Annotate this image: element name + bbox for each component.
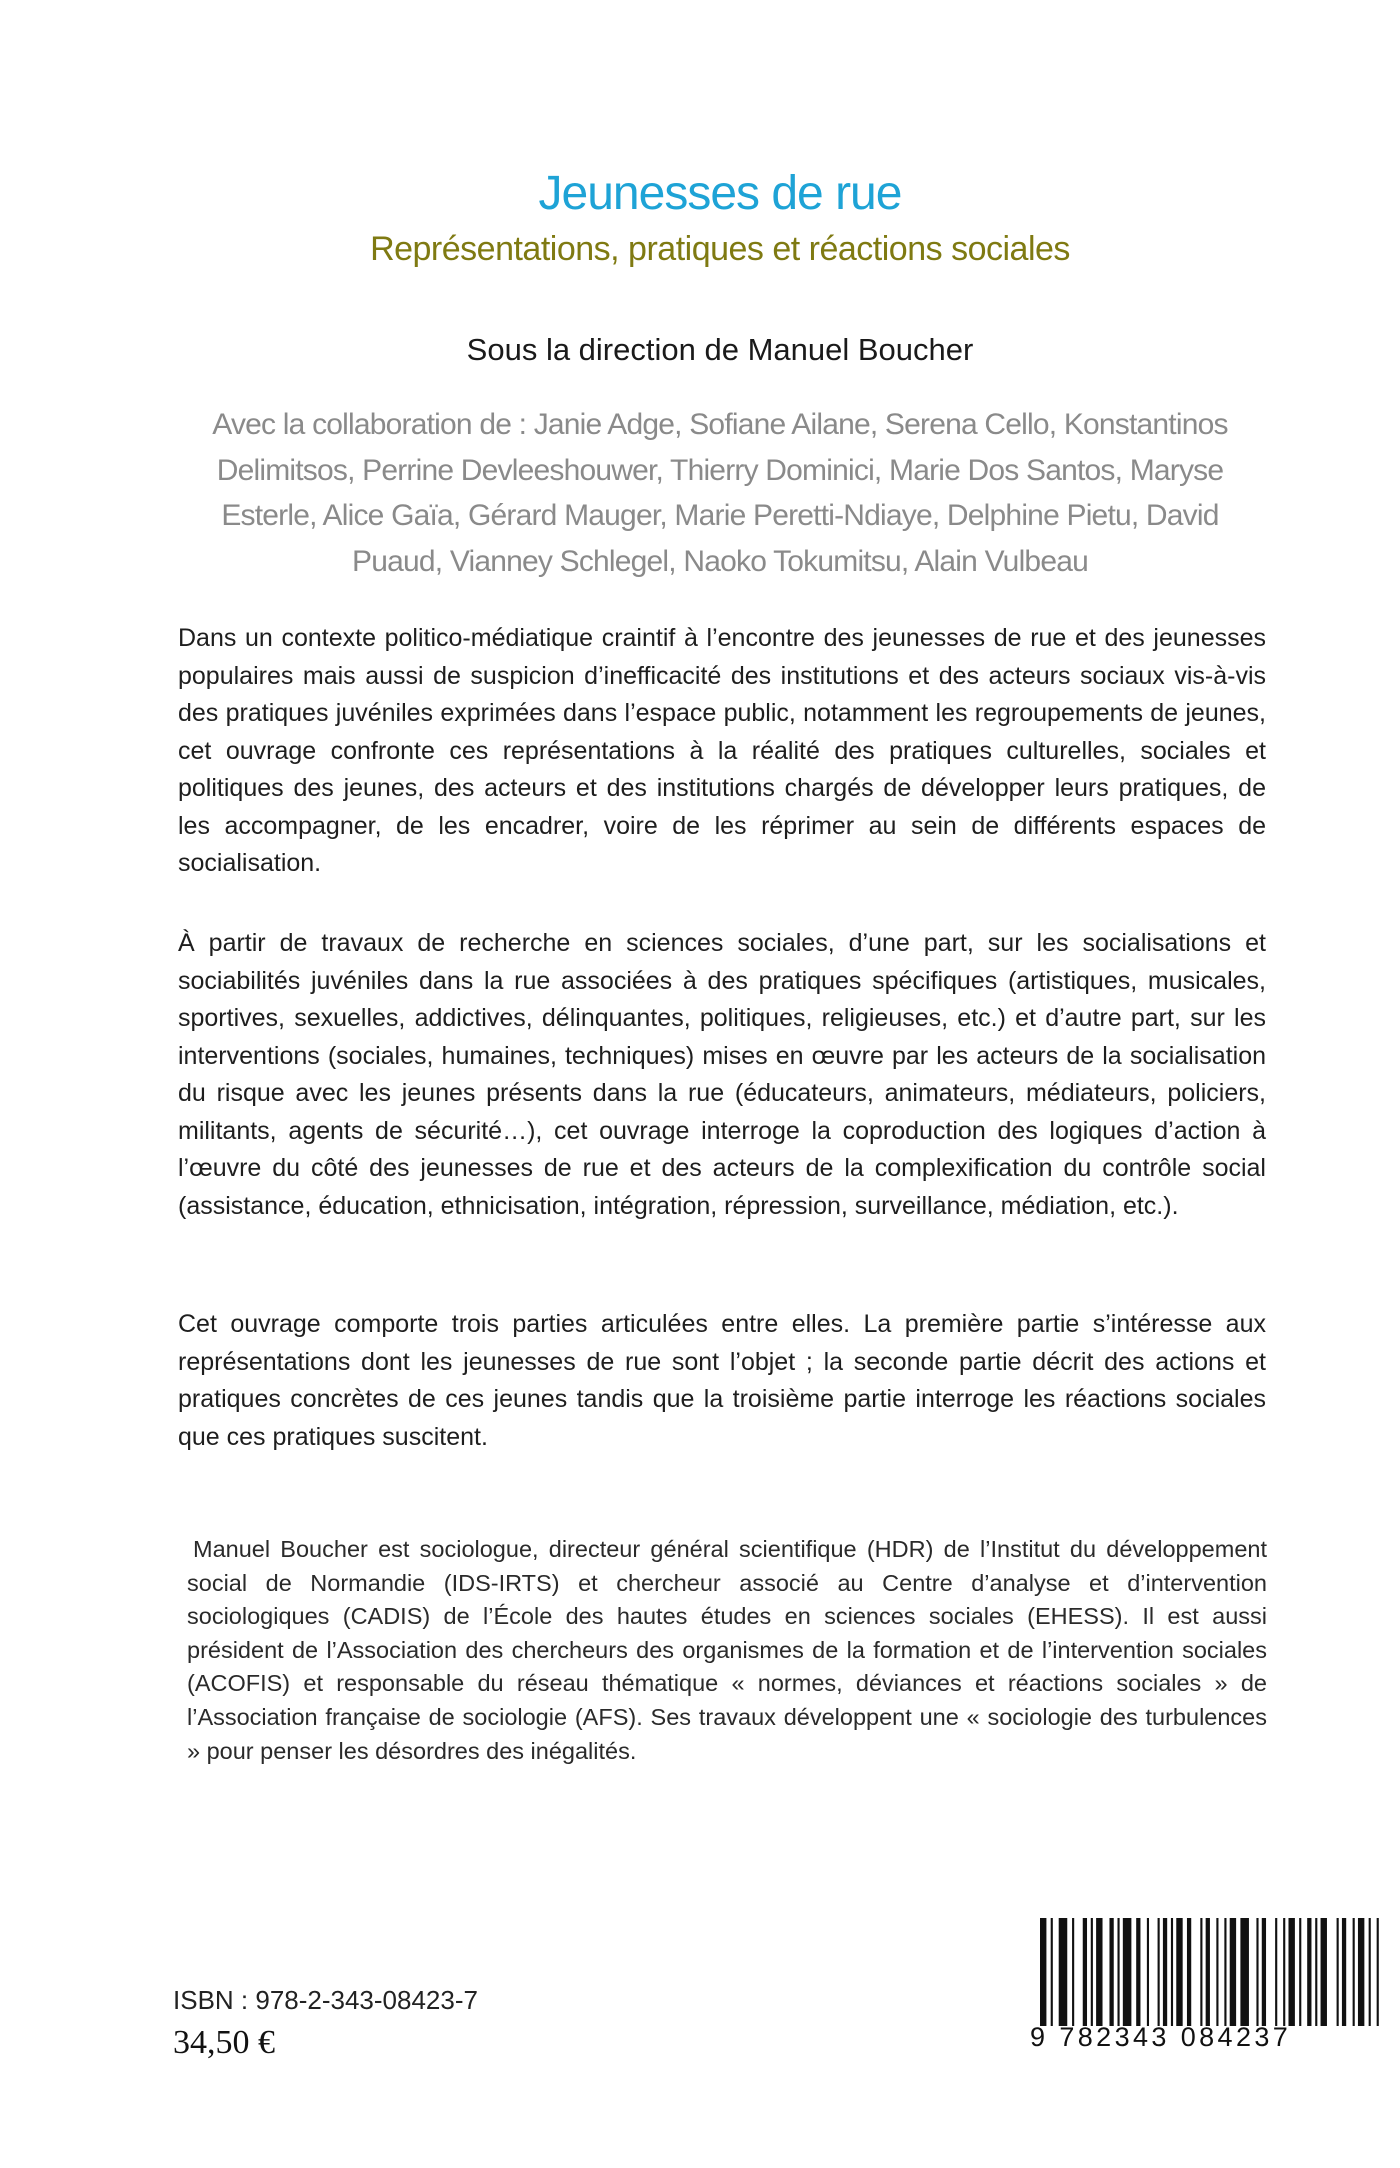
barcode-bar	[1187, 1918, 1191, 2026]
barcode-bar	[1040, 1918, 1046, 2026]
barcode-bar	[1136, 1918, 1140, 2026]
barcode-bar	[1163, 1918, 1167, 2026]
barcode-bar	[1123, 1918, 1132, 2026]
barcode-bar	[1158, 1918, 1160, 2026]
barcode-bar	[1206, 1918, 1210, 2026]
description-paragraph-2: À partir de travaux de recherche en sciences sociales, d’une part, sur les socialisations et sociabilités juvéniles dans la rue associées à des pratiques spécifiques (artistiques, musicales, sportives, sexuelles, addictives, délinquantes, politiques, religieuses, etc.) et d’autre part, sur les interventions (sociales, humaines, techniques) mises en œuvre par les acteurs de la socialisation du risque avec les jeunes présents dans la rue (éducateurs, animateurs, médiateurs, policiers, militants, agents de sécurité…), cet ouvrage interroge la coproduction des logiques d’action à l’œuvre du côté des jeunesses de rue et des acteurs de la complexification du contrôle social (assistance, éducation, ethnicisation, intégration, répression, surveillance, médiation, etc.).	[178, 929, 1266, 1220]
barcode-bar	[1283, 1918, 1285, 2026]
barcode-bar	[1262, 1918, 1266, 2026]
barcode-bar	[1299, 1918, 1301, 2026]
barcode-bar	[1307, 1918, 1311, 2026]
barcode-icon	[1040, 1918, 1382, 2026]
barcode-bar	[1321, 1918, 1327, 2026]
barcode-bar	[1109, 1918, 1113, 2026]
barcode-bar	[1337, 1918, 1339, 2026]
barcode-bar	[1176, 1918, 1182, 2026]
barcode-bar	[1377, 1918, 1379, 2026]
barcode-bar	[1083, 1918, 1087, 2026]
barcode-digits: 9 782343 084237	[1030, 2022, 1292, 2052]
book-title: Jeunesses de rue	[538, 167, 902, 220]
barcode-bar	[1288, 1918, 1294, 2026]
description-paragraph-3: Cet ouvrage comporte trois parties articulées entre elles. La première partie s’intéresse aux représentations dont les jeunesses de rue sont l’objet ; la seconde partie décrit des actions et pratiques concrètes de ces jeunes tandis que la troisième partie interroge les réactions sociales que ces pratiques suscitent.	[178, 1310, 1266, 1451]
barcode-bar	[1369, 1918, 1371, 2026]
isbn: ISBN : 978-2-343-08423-7	[173, 1985, 478, 2015]
barcode-bar	[1059, 1918, 1068, 2026]
barcode-bar	[1275, 1918, 1277, 2026]
barcode-bar	[1256, 1918, 1258, 2026]
barcode-bar	[1315, 1918, 1317, 2026]
barcode-bar	[1230, 1918, 1236, 2026]
barcode-bar	[1171, 1918, 1173, 2026]
barcode-bar	[1147, 1918, 1149, 2026]
author-bio: Manuel Boucher est sociologue, directeur général scientifique (HDR) de l’Institut du développement social de Normandie (IDS-IRTS) et chercheur associé au Centre d’analyse et d’intervention sociologiques (CADIS) de l’École des hautes études en sciences sociales (EHESS). Il est aussi président de l’Association des chercheurs des organismes de la formation et de l’intervention sociales (ACOFIS) et responsable du réseau thématique « normes, déviances et réactions sociales » de l’Association française de sociologie (AFS). Ses travaux développent une « sociologie des turbulences » pour penser les désordres des inégalités.	[187, 1536, 1267, 1764]
barcode-bar	[1240, 1918, 1249, 2026]
barcode-bar	[1051, 1918, 1053, 2026]
barcode-bar	[1200, 1918, 1202, 2026]
barcode-bar	[1096, 1918, 1102, 2026]
barcode-bar	[1358, 1918, 1364, 2026]
barcode-bar	[1224, 1918, 1226, 2026]
description-paragraph-1: Dans un contexte politico-médiatique craintif à l’encontre des jeunesses de rue et des jeunesses populaires mais aussi de suspicion d’inefficacité des institutions et des acteurs sociaux vis-à-vis des pratiques juvéniles exprimées dans l’espace public, notamment les regroupements de jeunes, cet ouvrage confronte ces représentations à la réalité des pratiques culturelles, sociales et politiques des jeunes, des acteurs et des institutions chargés de développer leurs pratiques, de les accompagner, de les encadrer, voire de les réprimer au sein de différents espaces de socialisation.	[178, 624, 1266, 877]
barcode-bar	[1091, 1918, 1093, 2026]
price: 34,50 €	[173, 2024, 275, 2061]
barcode-bar	[1353, 1918, 1355, 2026]
editor-line: Sous la direction de Manuel Boucher	[466, 332, 974, 367]
barcode-bar	[1216, 1918, 1218, 2026]
collaborators: Avec la collaboration de : Janie Adge, Sofiane Ailane, Serena Cello, Konstantinos Delimitsos, Perrine Devleeshouwer, Thierry Dominici, Marie Dos Santos, Maryse Esterle, Alice Gaïa, Gérard Mauger, Marie Peretti-Ndiaye, Delphine Pietu, David Puaud, Vianney Schlegel, Naoko Tokumitsu, Alain Vulbeau	[212, 408, 1228, 578]
book-subtitle: Représentations, pratiques et réactions sociales	[370, 230, 1070, 268]
barcode-bar	[1342, 1918, 1346, 2026]
barcode-bar	[1072, 1918, 1074, 2026]
barcode-bar	[1117, 1918, 1119, 2026]
